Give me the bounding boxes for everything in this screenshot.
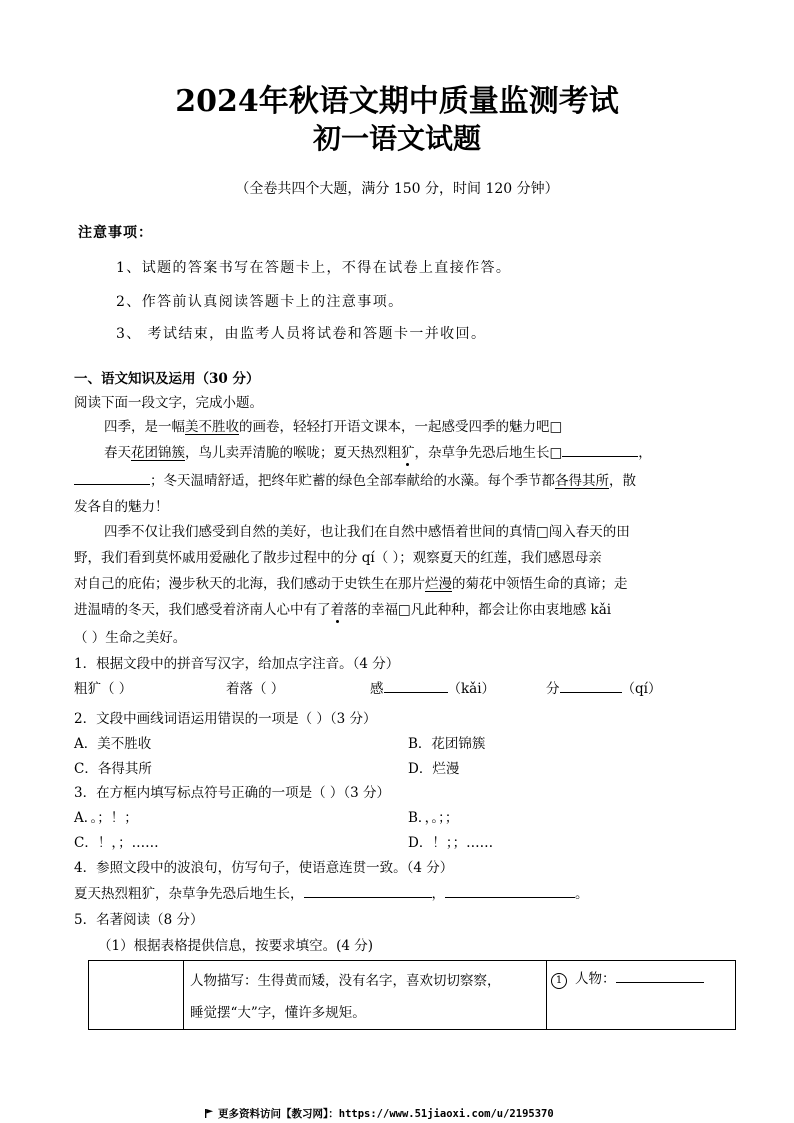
option-c: C．各得其所 — [74, 761, 152, 777]
answer-blank[interactable] — [445, 883, 575, 898]
passage-line: 四季，是一幅美不胜收的画卷，轻轻打开语文课本，一起感受四季的魅力吧□ — [104, 419, 563, 435]
option-d: D．！；；…… — [408, 835, 494, 851]
option-a: A．美不胜收 — [74, 736, 152, 752]
passage-line: 野，我们看到莫怀戚用爱融化了散步过程中的分 qí（ ）；观察夏天的红莲，我们感恩母亲 — [74, 550, 602, 566]
option-a: A．。；！； — [74, 810, 138, 826]
footer-link[interactable]: 更多资料访问【教习网】：https://www.51jiaoxi.com/u/2195370 — [205, 1106, 554, 1121]
q1-item-d: 分 （qí） — [546, 677, 661, 697]
option-d: D．烂漫 — [408, 761, 460, 777]
circled-number: 1 — [551, 973, 567, 989]
question-1: 1．根据文段中的拼音写汉字，给加点字注音。（4 分） — [74, 656, 400, 672]
info-table — [88, 960, 736, 1030]
q1-item-b: 着落（ ） — [226, 681, 285, 697]
underlined-word: 美不胜收 — [185, 419, 239, 435]
passage-line: 四季不仅让我们感受到自然的美好，也让我们在自然中感悟着世间的真情□闯入春天的田 — [104, 524, 630, 540]
q1-item-c: 感 （kǎi） — [370, 677, 495, 697]
option-c: C．！，；…… — [74, 835, 159, 851]
passage-line: ；冬天温晴舒适，把终年贮蓄的绿色全部奉献给的水藻。每个季节都各得其所，散 — [74, 469, 636, 489]
underlined-word: 各得其所 — [555, 473, 609, 489]
q4-answer-line: 夏天热烈粗犷，杂草争先恐后地生长， ， 。 — [74, 882, 589, 902]
table-cell-description: 人物描写：生得黄而矮，没有名字，喜欢切切察察， 睡觉摆“大”字，懂许多规矩。 — [184, 961, 547, 1030]
question-4: 4．参照文段中的波浪句，仿写句子，使语意连贯一致。（4 分） — [74, 860, 454, 876]
table-cell-empty — [89, 961, 184, 1030]
exam-subtitle: 初一语文试题 — [312, 122, 481, 155]
answer-blank[interactable] — [562, 442, 638, 457]
answer-blank[interactable] — [560, 678, 622, 693]
answer-blank[interactable] — [304, 883, 432, 898]
notice-heading: 注意事项： — [78, 225, 153, 241]
answer-blank[interactable] — [616, 968, 704, 983]
question-5-sub1: （1）根据表格提供信息，按要求填空。(4 分) — [98, 938, 374, 954]
question-5: 5．名著阅读（8 分） — [74, 912, 204, 928]
dotted-char: 犷 — [401, 445, 415, 461]
flag-icon — [205, 1109, 214, 1118]
question-2: 2．文段中画线词语运用错误的一项是（ ）（3 分） — [74, 711, 377, 727]
q1-item-a: 粗犷（ ） — [74, 681, 133, 697]
question-3: 3．在方框内填写标点符号正确的一项是（ ）（3 分） — [74, 785, 391, 801]
passage-line: 对自己的庇佑；漫步秋天的北海，我们感动于史铁生在那片烂漫的菊花中领悟生命的真谛；走 — [74, 576, 628, 592]
notice-item: 1、试题的答案书写在答题卡上，不得在试卷上直接作答。 — [116, 260, 512, 276]
reading-intro: 阅读下面一段文字，完成小题。 — [74, 395, 263, 411]
underlined-word: 烂漫 — [425, 576, 452, 592]
answer-blank[interactable] — [74, 470, 150, 485]
notice-item: 3、 考试结束，由监考人员将试卷和答题卡一并收回。 — [116, 326, 487, 342]
section-heading: 一、语文知识及运用（30 分） — [74, 371, 260, 387]
exam-title: 2024年秋语文期中质量监测考试 — [175, 84, 619, 119]
underlined-word: 花团锦簇 — [131, 445, 185, 461]
passage-line: 进温晴的冬天，我们感受着济南人心中有了着落的幸福□凡此种种，都会让你由衷地感 kǎi — [74, 602, 612, 618]
notice-item: 2、作答前认真阅读答题卡上的注意事项。 — [116, 294, 404, 310]
passage-line: （ ）生命之美好。 — [74, 630, 187, 646]
exam-info: （全卷共四个大题，满分 150 分，时间 120 分钟） — [235, 181, 559, 197]
passage-line: 发各自的魅力！ — [74, 499, 169, 515]
answer-blank[interactable] — [384, 678, 448, 693]
option-b: B．，。；； — [408, 810, 459, 826]
table-cell-answer: 1 人物： — [547, 961, 736, 1030]
passage-line: 春天花团锦簇，鸟儿卖弄清脆的喉咙；夏天热烈粗犷，杂草争先恐后地生长□ ， — [104, 441, 652, 461]
option-b: B．花团锦簇 — [408, 736, 486, 752]
dotted-char: 着 — [330, 602, 344, 618]
